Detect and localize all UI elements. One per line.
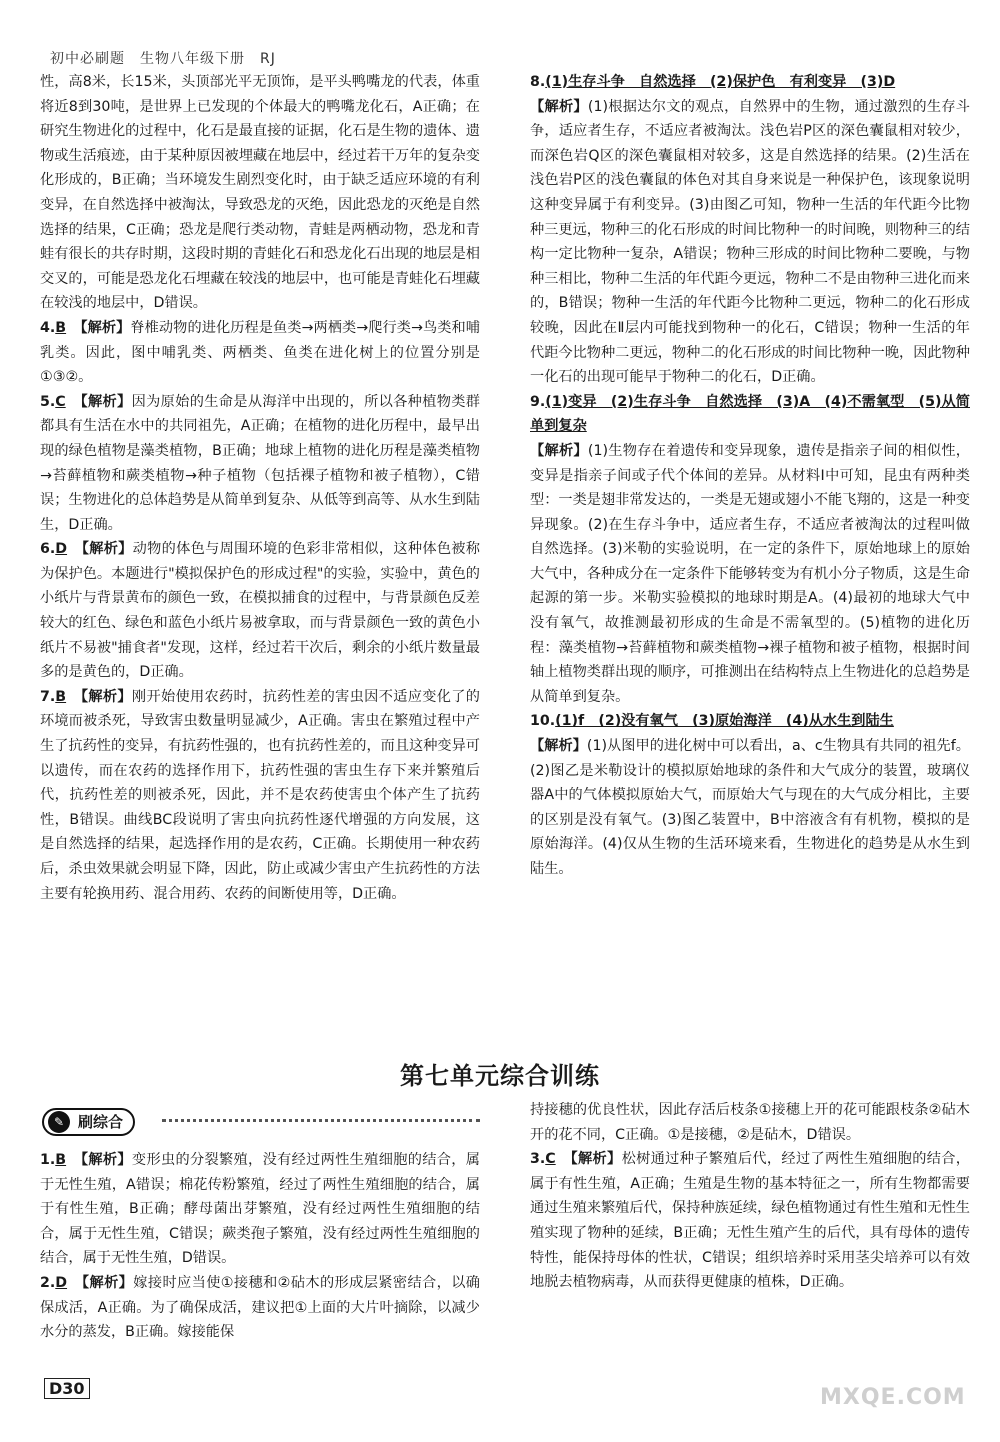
watermark: MXQE.COM [820, 1385, 966, 1410]
dotted-divider [162, 1119, 480, 1122]
analysis-tag: 【解析】 [530, 98, 588, 115]
question-number: 10. [530, 713, 556, 730]
answer-line: (1)f (2)没有氧气 (3)原始海洋 (4)从水生到陆生 [555, 713, 894, 730]
question-number: 4. [40, 319, 56, 336]
analysis-tag: 【解析】 [570, 1151, 622, 1168]
question-9 [530, 390, 970, 710]
question-number: 2. [40, 1274, 56, 1291]
question-6 [40, 537, 480, 685]
section-badge-row [42, 1108, 482, 1136]
analysis-text: 嫁接时应当使①接穗和②砧木的形成层紧密结合，以确保成活，A正确。为了确保成活，建议把①上面的大片叶摘除，以减少水分的蒸发，B正确。嫁接能保 [40, 1274, 480, 1341]
analysis-tag: 【解析】 [530, 738, 587, 755]
analysis-text: 刚开始使用农药时，抗药性差的害虫因不适应变化了的环境而被杀死，导致害虫数量明显减少，A正确。害虫在繁殖过程中产生了抗药性的变异，有抗药性强的，也有抗药性差的，而且这种变异可以遗传，而在农药的选择作用下，抗药性强的害虫生存下来并繁殖后代，抗药性差的则被杀死，因此，并不是农药使害虫个体产生了抗药性，B错误。曲线BC段说明了害虫向抗药性逐代增强的方向发展，这是自然选择的结果，起选择作用的是农药，C正确。长期使用一种农药后，杀虫效果就会明显下降，因此，防止或减少害虫产生抗药性的方法主要有轮换用药、混合用药、农药的间断使用等，D正确。 [40, 688, 480, 902]
question-3 [530, 1147, 970, 1295]
left-column-top [40, 70, 480, 906]
question-4 [40, 316, 480, 390]
analysis-tag: 【解析】 [80, 393, 132, 410]
analysis-text: (1)生物存在着遗传和变异现象，遗传是指亲子间的相似性，变异是指亲子间或子代个体间的差异。从材料Ⅰ中可知，昆虫有两种类型：一类是翅非常发达的，一类是无翅或翅小不能飞翔的，这是一种变异现象。(2)在生存斗争中，适应者生存，不适应者被淘汰的过程叫做自然选择。(3)米勒的实验说明，在一定的条件下，原始地球上的原始大气中，各种成分在一定条件下能够转变为有机小分子物质，这是生命起源的第一步。米勒实验模拟的地球时期是A。(4)最初的地球大气中没有氧气，故推测最初形成的生命是不需氧型的。(5)植物的进化历程：藻类植物→苔藓植物和蕨类植物→裸子植物和被子植物，根据时间轴上植物类群出现的顺序，可推测出在结构特点上生物进化的总趋势是从简单到复杂。 [530, 442, 970, 705]
question-1 [40, 1148, 480, 1271]
section-title: 第七单元综合训练 [400, 1062, 600, 1090]
analysis-tag: 【解析】 [530, 442, 588, 459]
left-column-bottom [40, 1148, 480, 1345]
answer-letter: C [55, 393, 66, 410]
answer-letter: C [545, 1151, 556, 1168]
section-badge [42, 1108, 135, 1136]
question-5 [40, 390, 480, 538]
question-number: 3. [530, 1151, 546, 1168]
question-10 [530, 709, 970, 881]
answer-letter: B [55, 319, 67, 336]
question-8 [530, 70, 970, 390]
question-number: 8. [530, 74, 546, 90]
analysis-text: 脊椎动物的进化历程是鱼类→两栖类→爬行类→鸟类和哺乳类。因此，图中哺乳类、两栖类、鱼类在进化树上的位置分别是①③②。 [40, 319, 480, 386]
analysis-tag: 【解析】 [80, 688, 132, 705]
right-column-top [530, 70, 970, 882]
question-number: 9. [530, 393, 546, 410]
analysis-tag: 【解析】 [80, 319, 131, 336]
running-header: 初中必刷题 生物八年级下册 RJ [50, 51, 276, 67]
analysis-tag: 【解析】 [81, 541, 133, 558]
analysis-tag: 【解析】 [82, 1274, 134, 1291]
answer-line: (1)生存斗争 自然选择 (2)保护色 有利变异 (3)D [545, 74, 896, 90]
question-number: 1. [40, 1152, 56, 1168]
page-number: D30 [44, 1378, 90, 1399]
pencil-icon: ✎ [48, 1111, 70, 1133]
answer-letter: D [55, 541, 68, 558]
answer-letter: D [55, 1274, 68, 1291]
question-2 [40, 1271, 480, 1345]
answer-letter: B [55, 688, 67, 705]
right-column-bottom [530, 1098, 970, 1295]
continued-text: 性，高8米，长15米，头顶部光平无顶饰，是平头鸭嘴龙的代表，体重将近8到30吨，是世界上已发现的个体最大的鸭嘴龙化石，A正确；在研究生物进化的过程中，化石是最直接的证据，化石是生物的遗体、遗物或生活痕迹，由于某种原因被埋藏在地层中，经过若干万年的复杂变化形成的，B正确；当环境发生剧烈变化时，由于缺乏适应环境的有利变异，在自然选择中被淘汰，导致恐龙的灭绝，因此恐龙的灭绝是自然选择的结果，C正确；恐龙是爬行类动物，青蛙是两栖动物，恐龙和青蛙有很长的共存时期，这段时期的青蛙化石和恐龙化石出现的地层是相交叉的，可能是恐龙化石埋藏在较浅的地层中，也可能是青蛙化石埋藏在较浅的地层中，D错误。 [40, 74, 480, 312]
badge-label: 刷综合 [78, 1113, 124, 1131]
analysis-text: 松树通过种子繁殖后代，经过了两性生殖细胞的结合，属于有性生殖，A正确；生殖是生物的基本特征之一，所有生物都需要通过生殖来繁殖后代，保持种族延续，绿色植物通过有性生殖和无性生殖实现了物种的延续，B正确；无性生殖产生的后代，具有母体的遗传特性，能保持母体的性状，C错误；组织培养时采用茎尖培养可以有效地脱去植物病毒，从而获得更健康的植株，D正确。 [530, 1151, 970, 1291]
answer-line: (1)变异 (2)生存斗争 自然选择 (3)A (4)不需氧型 (5)从简单到复杂 [530, 393, 970, 435]
analysis-text: 变形虫的分裂繁殖，没有经过两性生殖细胞的结合，属于无性生殖，A错误；棉花传粉繁殖，经过了两性生殖细胞的结合，属于有性生殖，B正确；酵母菌出芽繁殖，没有经过两性生殖细胞的结合，属于无性生殖，C错误；蕨类孢子繁殖，没有经过两性生殖细胞的结合，属于无性生殖，D错误。 [40, 1152, 480, 1267]
analysis-text: 动物的体色与周围环境的色彩非常相似，这种体色被称为保护色。本题进行"模拟保护色的形成过程"的实验，实验中，黄色的小纸片与背景黄布的颜色一致，在模拟捕食的过程中，与背景颜色反差较大的红色、绿色和蓝色小纸片易被拿取，而与背景颜色一致的黄色小纸片不易被"捕食者"发现，这样，经过若干次后，剩余的小纸片数量最多的是黄色的，D正确。 [40, 541, 480, 681]
question-number: 5. [40, 393, 56, 410]
analysis-tag: 【解析】 [80, 1152, 132, 1168]
answer-letter: B [55, 1152, 67, 1168]
analysis-text: (1)根据达尔文的观点，自然界中的生物，通过激烈的生存斗争，适应者生存，不适应者被淘汰。浅色岩P区的深色囊鼠相对较少，而深色岩Q区的深色囊鼠相对较多，这是自然选择的结果。(2)生活在浅色岩P区的浅色囊鼠的体色对其自身来说是一种保护色，该现象说明这种变异属于有利变异。(3)由图乙可知，物种一生活的年代距今比物种三更远，物种三的化石形成的时间比物种一的时间晚，则物种三的结构一定比物种一复杂，A错误；物种三形成的时间比物种二要晚，与物种三相比，物种二生活的年代距今更远，物种二不是由物种三进化而来的，B错误；物种一生活的年代距今比物种二更远，物种二的化石形成较晚，因此在Ⅱ层内可能找到物种一的化石，C错误；物种一生活的年代距今比物种二更远，物种二的化石形成的时间比物种一晚，因此物种一化石的出现可能早于物种二的化石，D正确。 [530, 98, 970, 386]
continued-text: 持接穗的优良性状，因此存活后枝条①接穗上开的花可能跟枝条②砧木开的花不同，C正确。①是接穗，②是砧木，D错误。 [530, 1102, 970, 1143]
question-7 [40, 685, 480, 906]
analysis-text: (1)从图甲的进化树中可以看出，a、c生物具有共同的祖先f。(2)图乙是米勒设计的模拟原始地球的条件和大气成分的装置，玻璃仪器A中的气体模拟原始大气，而原始大气与现在的大气成分相比，主要的区别是没有氧气。(3)图乙装置中，B中溶液含有有机物，模拟的是原始海洋。(4)仅从生物的生活环境来看，生物进化的趋势是从水生到陆生。 [530, 738, 970, 877]
question-number: 6. [40, 541, 56, 558]
question-number: 7. [40, 688, 56, 705]
analysis-text: 因为原始的生命是从海洋中出现的，所以各种植物类群都具有生活在水中的共同祖先，A正确；在植物的进化历程中，最早出现的绿色植物是藻类植物，B正确；地球上植物的进化历程是藻类植物→苔藓植物和蕨类植物→种子植物（包括裸子植物和被子植物），C错误；生物进化的总体趋势是从简单到复杂、从低等到高等、从水生到陆生，D正确。 [40, 393, 480, 533]
